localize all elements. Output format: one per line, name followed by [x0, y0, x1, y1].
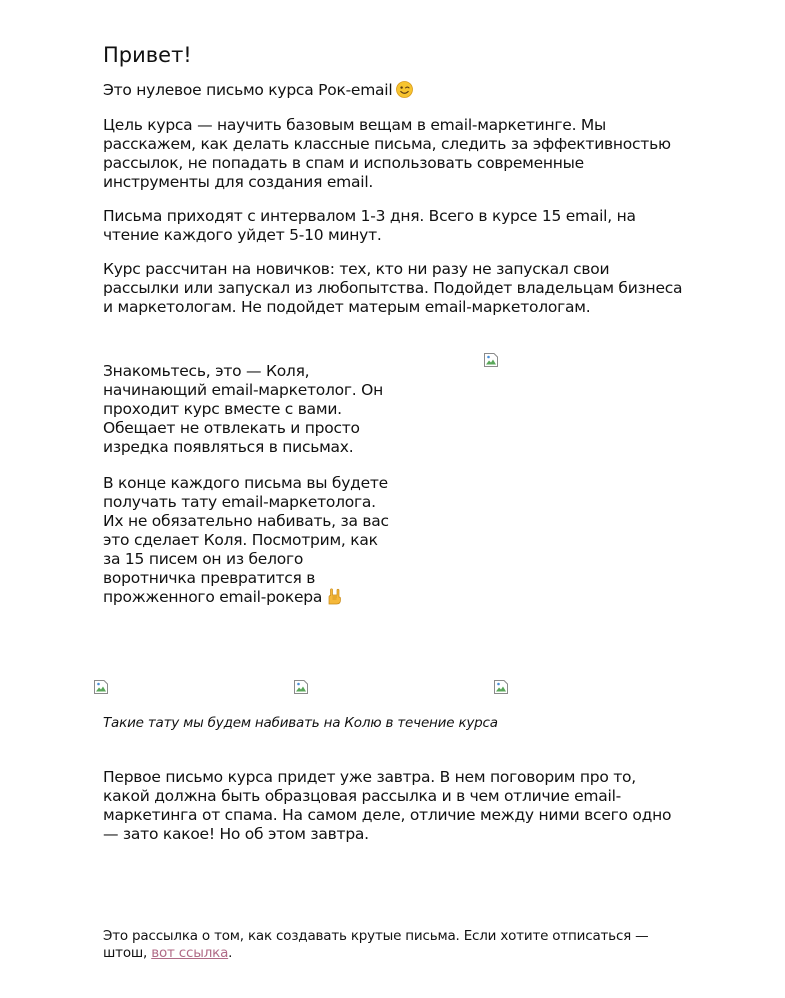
unsubscribe-link[interactable]: вот ссылка — [151, 945, 229, 961]
footer-text: Это рассылка о том, как создавать крутые письма. Если хотите отписаться — штош, — [103, 928, 649, 961]
winking-face-icon — [396, 81, 413, 98]
footer-trailing: . — [228, 945, 233, 961]
sign-of-the-horns-icon — [326, 588, 343, 605]
tattoo-caption: Такие тату мы будем набивать на Колю в течение курса — [103, 715, 498, 731]
schedule-paragraph: Письма приходят с интервалом 1-3 дня. Всего в курсе 15 email, на чтение каждого уйдет 5-10 минут. — [103, 207, 636, 244]
audience-paragraph: Курс рассчитан на новичков: тех, кто ни разу не запускал свои рассылки или запускал из любопытства. Подойдет владельцам бизнеса и маркетологам. Не подойдет матерым email-маркетологам. — [103, 260, 683, 316]
kolya-tattoo-text: В конце каждого письма вы будете получать тату email-маркетолога. Их не обязательно набивать, за вас это сделает Коля. Посмотрим, как за 15 писем он из белого воротничка превратится в прожженного email-рокера — [103, 474, 389, 606]
kolya-image — [483, 352, 499, 368]
kolya-intro-paragraph: Знакомьтесь, это — Коля, начинающий email-маркетолог. Он проходит курс вместе с вами. Обещает не отвлекать и просто изредка появляться в письмах. — [103, 362, 383, 456]
tattoo-image-2 — [293, 679, 309, 695]
greeting-heading: Привет! — [103, 43, 192, 67]
next-letter-paragraph: Первое письмо курса придет уже завтра. В нем поговорим про то, какой должна быть образцовая рассылка и в чем отличие email-маркетинга от спама. На самом деле, отличие между ними всего одно — зато какое! Но об этом завтра. — [103, 768, 672, 843]
intro-text: Это нулевое письмо курса Рок-email — [103, 81, 393, 99]
intro-paragraph — [103, 81, 683, 100]
footer-note — [103, 928, 683, 962]
goal-paragraph: Цель курса — научить базовым вещам в email-маркетинге. Мы расскажем, как делать классные письма, следить за эффективностью рассылок, не попадать в спам и использовать современные инструменты для создания email. — [103, 116, 671, 191]
kolya-tattoo-paragraph — [103, 474, 393, 607]
tattoo-image-3 — [493, 679, 509, 695]
tattoo-image-1 — [93, 679, 109, 695]
